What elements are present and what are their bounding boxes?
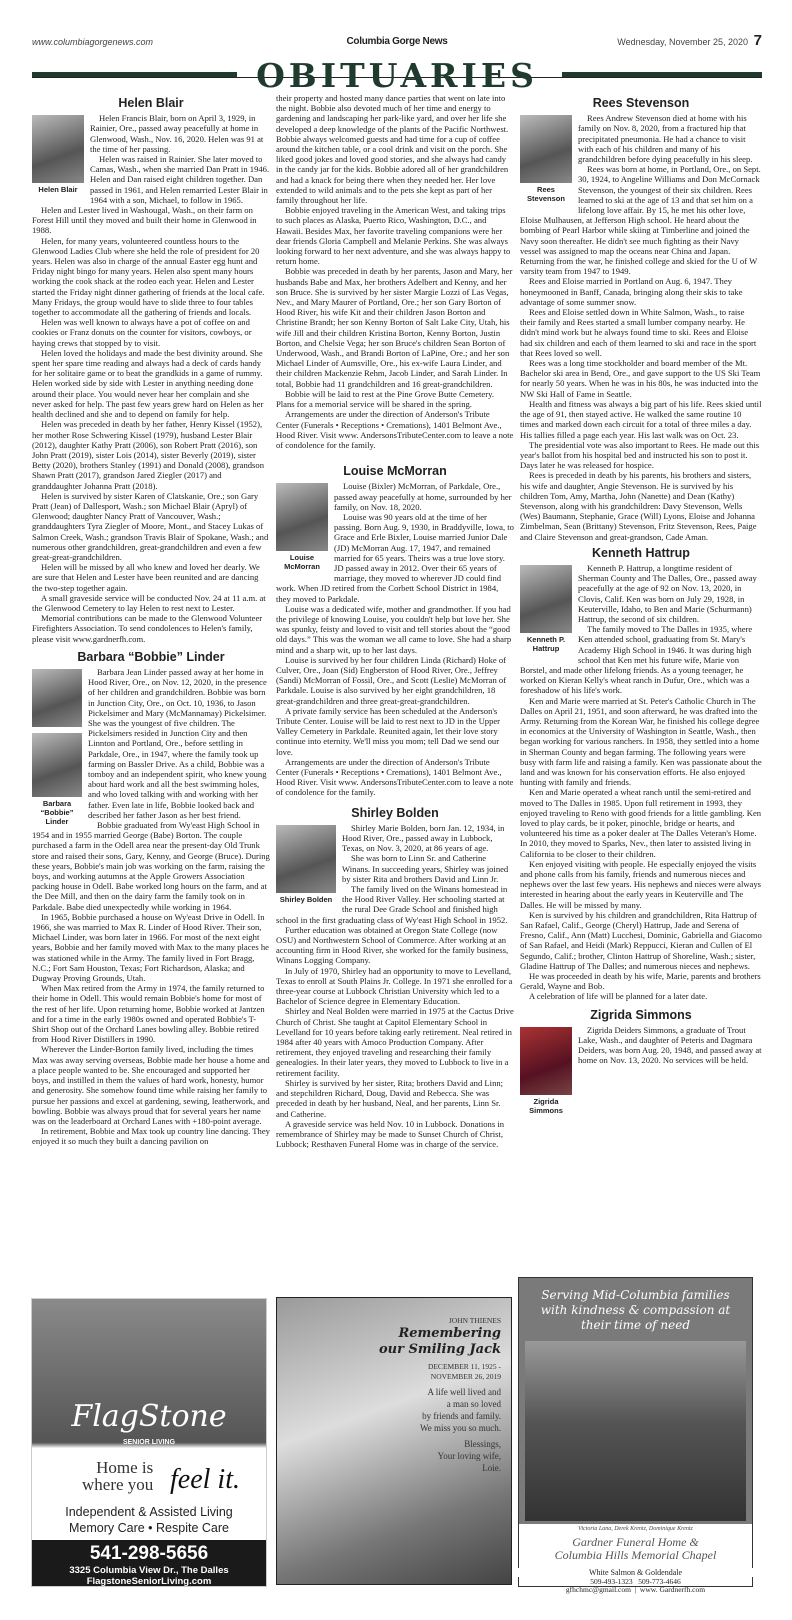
obituary-paragraph: Rees Andrew Stevenson died at home with his family on Nov. 8, 2020, from a fractured hip that precipitated pneumonia. He had a chance to visit with each of his children and many of his grandchildren before dying peacefully in his sleep. bbox=[578, 113, 753, 165]
obituary-paragraph: Helen Francis Blair, born on April 3, 1929, in Rainier, Ore., passed away peacefully at home in Glenwood, Wash., Nov. 16, 2020. Helen was 91 at the time of her passing. bbox=[90, 113, 264, 154]
photo bbox=[520, 115, 572, 203]
memorial-title: Remembering bbox=[398, 1326, 501, 1341]
memorial-line: A life well lived and bbox=[427, 1387, 501, 1397]
phone-numbers[interactable]: 509-493-1323 509-773-4646 bbox=[590, 1577, 681, 1586]
gardner-contact bbox=[518, 1568, 753, 1577]
obituary-paragraph: Arrangements are under the direction of Anderson's Tribute Center (Funerals • Receptions • Cremations), 1401 Belmont Ave., Hood River. Visit www. AndersonsTributeCenter.com to leave a note of condolence for the family. bbox=[276, 409, 514, 450]
obituary-paragraph: Memorial contributions can be made to the Glenwood Volunteer Firefighters Association. To send condolences to Helen's family, please visit www.gardnerfh.com. bbox=[32, 613, 263, 644]
photo bbox=[276, 483, 328, 571]
memorial-line: a man so loved bbox=[446, 1399, 501, 1409]
memorial-line: Loie. bbox=[482, 1463, 501, 1473]
photo bbox=[520, 1027, 572, 1115]
obituary-paragraph: Barbara Jean Linder passed away at her home in Hood River, Ore., on Nov. 12, 2020, in the presence of her children and grandchildren. Bobbie was born in Junction City, Ore., on Oct. 10, 1936, to Jason Pickelsimer and Mary (McMannamay) Pickelsimer. She was the youngest of five children. The Pickelsimers resided in Junction City and then Linnton and Portland, Ore., before settling in Parkdale, Ore., in 1947, where the family took up farming on Bassler Drive. As a child, Bobbie was a tomboy and an independent spirit, who knew young about hard work and all the best swimming holes, and who loved talking with and working with her father. Even late in life, Bobbie looked back and described her father Jason as her best friend. bbox=[88, 666, 267, 820]
memorial-ad bbox=[276, 1297, 512, 1585]
obituary-name: Barbara “Bobbie” Linder bbox=[77, 649, 225, 664]
staff-photo bbox=[525, 1341, 746, 1521]
memorial-line: Blessings, bbox=[464, 1439, 501, 1449]
obituary-paragraph: Rees was a long time stockholder and board member of the Mt. Bachelor ski area in Bend, Ore., and gave support to the US Ski Team for nearly 50 years. When he was in his 80s, he was inducted into the NW Ski Hall of Fame in Seattle. bbox=[520, 358, 761, 399]
portrait-image bbox=[32, 733, 82, 797]
obituary-paragraph: The family lived on the Winans homestead in the Hood River Valley. Her schooling started at the rural Dee Grade School and finished high school in the first graduating class of Wy'east High School in 1952. bbox=[276, 884, 508, 925]
obituary-paragraph: When Max retired from the Army in 1974, the family returned to their home in Odell. This would remain Bobbie's home for most of the rest of her life. Upon returning home, Bobbie worked at Jantzen and for a time in the early 1980s owned and operated Bobbie's T-Shirt Shop out of the Orchard Lanes bowling alley. Bobbie retired from Hood River Distillers in 1990. bbox=[32, 983, 265, 1045]
ad-footer bbox=[519, 1526, 752, 1562]
portrait-image bbox=[32, 115, 84, 183]
email-website-link[interactable]: gfhchmc@gmail.com | www. Gardnerfh.com bbox=[565, 1585, 706, 1594]
obituary-helen-blair bbox=[32, 98, 270, 644]
obituary-louise-mcmorran bbox=[276, 466, 514, 798]
obituary-paragraph: Health and fitness was always a big part of his life. Rees skied until the age of 91, then stayed active. He walked the same routine 10 times and marked down each circuit for a total of three miles a day. His tallies filled a page each year. His last walk was on Oct. 23. bbox=[520, 398, 762, 440]
obituary-paragraph: Helen and Lester lived in Washougal, Wash., on their farm on Forest Hill until they moved and built their home in Glenwood in 1988. bbox=[32, 205, 257, 236]
obituary-paragraph: Shirley is survived by her sister, Rita; brothers David and Linn; and stepchildren Richard, Doug, David and Rebecca. She was preceded in death by her husband, Neal, and her parents, Linn Sr. and Catherine. bbox=[276, 1077, 504, 1119]
obituary-shirley-bolden bbox=[276, 805, 514, 1150]
portrait-image bbox=[520, 1027, 572, 1095]
photo-caption: Rees Stevenson bbox=[527, 185, 565, 204]
obituary-paragraph: Rees is preceded in death by his parents, his brothers and sisters, his wife and daughter, Angie Stevenson. He is survived by his children Tom, Amy, Martha, John (Nanette) and Dean (Kathy) Stevenson, along with his grandchildren: Davy Stevenson, Wells (Wes) Baumann, Stephanie, Grace (Will) Lyons, Eloise and Johanna Zimbelman, Sean (Brittany) Stevenson, Fritz Stevenson, Rees, Paige and Claire Stevenson and great-grandson, Cade Aman. bbox=[520, 470, 757, 542]
obituary-paragraph: Bobbie enjoyed traveling in the American West, and taking trips to such places as Alaska, Puerto Rico, Washington, D.C., and Hawaii. Besides Max, her favorite traveling companions were her dear friends Gloria Campbell and Melanie Perkins. She was always looking forward to her next adventure, and she was always happy to return home. bbox=[276, 205, 511, 267]
photo bbox=[32, 115, 84, 194]
obituary-paragraph: Zigrida Deiders Simmons, a graduate of Trout Lake, Wash., and daughter of Peteris and Dagmara Deiders, was born Aug. 20, 1948, and passed away at home on Nov. 13, 2020. No services will be held. bbox=[578, 1024, 762, 1066]
obituary-paragraph: In retirement, Bobbie and Max took up country line dancing. They enjoyed it so much they built a dancing pavilion on bbox=[32, 1126, 270, 1147]
obituary-kenneth-hattrup bbox=[520, 545, 762, 1002]
obituary-paragraph: In 1965, Bobbie purchased a house on Wy'east Drive in Odell. In 1966, she was married to Max R. Linder of Hood River. Their son, Michael Linder, was born later in 1966. For most of the next eight years, Bobbie and her family moved with Max to the many places he was stationed while in the Army. The family lived in Fort Bragg, N.C.; Fort Sam Houston, Texas; Fort Richardson, Alaska; and Dugway Proving Grounds, Utah. bbox=[32, 911, 269, 984]
page-number: 7 bbox=[753, 32, 762, 49]
locations: White Salmon & Goldendale bbox=[588, 1568, 683, 1577]
section-title: OBITUARIES bbox=[256, 56, 538, 95]
flagstone-ad[interactable] bbox=[31, 1298, 267, 1587]
logo-subtitle: SENIOR LIVING bbox=[122, 1439, 176, 1446]
obituary-paragraph: In July of 1970, Shirley had an opportunity to move to Levelland, Texas to enroll at South Plains Jr. College. In 1971 she enrolled for a three-year course at Lubbock Christian University which led to a Bachelor of Science degree in Elementary Education. bbox=[276, 965, 513, 1007]
tagline-line: where you bbox=[82, 1475, 154, 1494]
obituary-paragraph: Bobbie was preceded in death by her parents, Jason and Mary, her husbands Babe and Max, her brothers Adelbert and Kenny, and her son Bruce. She is survived by her sister Margie Lozzi of Las Vegas, Nev., and Mary Maurer of Portland, Ore.; her son Gary Borton of Hood River, his wife Kit and their children Jason Borton and Christine Brandt; her son Kenny Borton of Salt Lake City, Utah, his wife Jill and their children Kristina Borton, Kenny Borton, Justin Borton, and Chelsie Vega; her son Bruce's children Sean Borton of Underwood, Wash., and Brandi Borton of LaPine, Ore.; and her son Michael Linder of Aumsville, Ore., his ex-wife Laura Linder, and their children Mackenzie Rehm, Jacob Linder, and Sarah Linder. In total, Bobbie had 11 grandchildren and 16 great-grandchildren. bbox=[276, 266, 513, 389]
obituary-paragraph: Further education was obtained at Oregon State College (now OSU) and Northwestern School of Commerce. After working at an accounting firm in Hood River, she worked for the family business, Winans Logging Company. bbox=[276, 924, 509, 966]
obituary-zigrida-simmons bbox=[520, 1007, 762, 1115]
photo-caption: Louise McMorran bbox=[284, 553, 320, 572]
memorial-line: Your loving wife, bbox=[437, 1451, 501, 1461]
obituary-paragraph: Louise is survived by her four children Linda (Richard) Hoke of Culver, Ore., Joan (Sid) Engberston of Hood River, Ore., Jeffrey (Sandi) McMorran of Fossil, Ore., and Scott (Leslie) McMorran of Parkdale. Louise is also survived by her eight grandchildren, 18 great-grandchildren and three great-great-grandchildren. bbox=[276, 654, 507, 706]
obituary-paragraph: Kenneth P. Hattrup, a longtime resident of Sherman County and The Dalles, Ore., passed away peacefully at the age of 92 on Nov. 13, 2020, in Clovis, Calif. Ken was born on July 29, 1928, in Keuterville, Idaho, to Ben and Marie (Schurmann) Hattrup, the second of six children. bbox=[578, 562, 757, 624]
obituary-paragraph: Ken and Marie were married at St. Peter's Catholic Church in The Dalles on April 21, 1951, and soon afterward, he was drafted into the Army. Returning from the Korean War, he finished his college degree in economics at the University of Washington in Seattle, Wash., then began working for various ranchers. In 1958, they settled into a home in Sherman County and began farming. The following years were busy with farm life and raising a family. Ken was passionate about the land and was known for his conservation efforts. He also enjoyed hunting with family and friends. bbox=[520, 695, 762, 788]
services-line: Independent & Assisted Living bbox=[65, 1505, 233, 1519]
obituary-rees-stevenson bbox=[520, 98, 762, 542]
obituary-name: Zigrida Simmons bbox=[590, 1007, 692, 1022]
photo-caption: Zigrida Simmons bbox=[529, 1096, 563, 1115]
business-name: Gardner Funeral Home & bbox=[572, 1535, 699, 1549]
tagline-accent: feel it. bbox=[170, 1464, 240, 1495]
obituary-name: Shirley Bolden bbox=[351, 805, 439, 820]
photo-caption: Victoria Lana, Derek Krentz, Dominique Krentz bbox=[578, 1526, 693, 1532]
memorial-dates: NOVEMBER 26, 2019 bbox=[430, 1372, 501, 1381]
obituary-paragraph: Louise (Bixler) McMorran, of Parkdale, Ore., passed away peacefully at home, surrounded by her family, on Nov. 18, 2020. bbox=[334, 481, 512, 512]
obituary-paragraph: Helen will be missed by all who knew and loved her dearly. We are sure that Helen and Lester have been reunited and are dancing the two-step together again. bbox=[32, 562, 260, 593]
obituary-name: Rees Stevenson bbox=[592, 96, 690, 110]
obituary-paragraph: Arrangements are under the direction of Anderson's Tribute Center (Funerals • Receptions • Cremations), 1401 Belmont Ave., Hood River. Visit www. AndersonsTributeCenter.com to leave a note of condolence for the family. bbox=[276, 756, 514, 798]
obituary-paragraph: A private family service has been scheduled at the Anderson's Tribute Center. Louise will be laid to rest next to JD in the Upper Valley Cemetery in Parkdale. Reunited again, let their love story continue into eternity. We'll miss you mom; tell Dad we send our love. bbox=[276, 705, 501, 757]
obituary-paragraph: Bobbie graduated from Wy'east High School in 1954 and in 1955 married George (Babe) Borton. The couple purchased a farm in the Odell area near the present-day Old Trunk store and raised their sons, Gary, Kenny, and George (Bruce). During these years, Bobbie's main job was working on the farm, raising the boys, and working autumns at the Apple Growers Association packing house in Odell. Babe worked long hours on the farm, and at the Dee Mill, and then on the dairy farm the family took on in Parkdale. Babe died unexpectedly while working in 1964. bbox=[32, 820, 270, 912]
obituary-paragraph: She was born to Linn Sr. and Catherine Winans. In succeeding years, Shirley was joined by sister Rita and brothers David and Linn Jr. bbox=[342, 853, 509, 884]
flagstone-logo: FlagStone bbox=[71, 1399, 227, 1434]
photo-caption: Kenneth P. Hattrup bbox=[526, 634, 566, 653]
photo-caption: Shirley Bolden bbox=[279, 894, 333, 904]
obituary-paragraph: their property and hosted many dance parties that went on late into the night. Bobbie also devoted much of her time and energy to gardening and landscaping her park-like yard, and over her life she developed a deep knowledge of the plants of the Pacific Northwest. Bobbie always welcomed guests and had time for a cup of coffee around the kitchen table, or a cool drink and visit on the porch. She liked good jokes and loved good stories, and she always had candy in the candy jar for the kids. Bobbie adored all of her grandchildren and had a knack for being there when they needed her. Her love extended to wild animals and to the pets she kept as part of her family throughout her life. bbox=[276, 93, 509, 206]
memorial-title: our Smiling Jack bbox=[378, 1342, 501, 1357]
column-1 bbox=[32, 92, 270, 1147]
obituary-paragraph: Rees was born at home, in Portland, Ore., on Sept. 30, 1924, to Angeline Williams and Don McCornack Stevenson, the youngest of their six children. Rees learned to ski at the age of 13 and that set him on a lifelong love affair. By 15, he met his other love, Eloise Mulhausen, at Jefferson High school. He heard about the bombing of Pearl Harbor while skiing at Timberline and joined the Navy soon thereafter. He didn't see much fighting as their Navy vessel was assigned to map the oceans near China and Japan. Returning from the war, he finished college and skied for the U of W varsity team from 1947 to 1949. bbox=[520, 164, 761, 277]
obituary-paragraph: Helen was preceded in death by her father, Henry Kissel (1952), her mother Rose Schwering Kissel (1979), husband Lester Blair (2012), daughter Kathy Pratt (2006), son Robert Pratt (2016), son John Pratt (2019), sister Lois (2014), sister Beverly (2019), sister Betty (2020), brothers Stanley (1991) and Donald (2008), grandson Shawn Pratt (2017), grandson Jared Ziegler (2017) and granddaughter Johanna Pratt (2018). bbox=[32, 419, 264, 491]
obituary-paragraph: Helen, for many years, volunteered countless hours to the Glenwood Ladies Club where she held the role of president for 20 years. Helen was also in charge of the annual Easter egg hunt and Friday night bingo for many years. Helen also spent many hours working the cook shack at the rodeo each year. Helen and Lester started the Friday night dinner gathering of friends at the local cafe. Many Fridays, the group would have to slide three to four tables together to accommodate all the gathering of friends and locals. bbox=[32, 235, 265, 318]
obituary-paragraph: Bobbie will be laid to rest at the Pine Grove Butte Cemetery. Plans for a memorial service will be shared in the spring. bbox=[276, 388, 494, 410]
obituary-barbara-linder bbox=[32, 649, 270, 1147]
memorial-line: We miss you so much. bbox=[419, 1423, 501, 1433]
obituary-name: Kenneth Hattrup bbox=[592, 545, 690, 560]
obituary-paragraph: Helen was well known to always have a pot of coffee on and cookies or Franz donuts on the counter for visitors, cowboys, or haying crews that stopped by to visit. bbox=[32, 317, 252, 348]
phone-link[interactable]: 541-298-5656 bbox=[89, 1543, 209, 1564]
services-line: Memory Care • Respite Care bbox=[69, 1521, 229, 1535]
obituary-paragraph: Shirley Marie Bolden, born Jan. 12, 1934, in Hood River, Ore., passed away in Lubbock, Texas, on Nov. 3, 2020, at 86 years of age. bbox=[342, 822, 505, 854]
obituary-paragraph: Shirley and Neal Bolden were married in 1975 at the Cactus Drive Church of Christ. She taught at Capitol Elementary School in Levelland for 10 years before taking early retirement. Neal retired in 1984 after 40 years with Amoco Production Company. After retirement, they enjoyed traveling and researching their family genealogies. In their later years, they moved to Lubbock to live in a retirement facility. bbox=[276, 1006, 514, 1078]
obituary-paragraph: Wherever the Linder-Borton family lived, including the times Max was away serving overseas, Bobbie made her house a home and a place people wanted to be. She encouraged and supported her boys, and instilled in them the values of hard work, honesty, humor and generosity. She somehow found time while raising her family to pursue her passions and excel at gardening, sewing, leatherwork, and bowling. Bobbie was always proud that for several years her name was on the leaderboard at Orchard Lanes with +180-point average. bbox=[32, 1044, 270, 1126]
memorial-line: by friends and family. bbox=[422, 1411, 501, 1421]
issue-date: Wednesday, November 25, 2020 bbox=[617, 37, 748, 47]
photo-caption: Helen Blair bbox=[38, 185, 78, 195]
photo-caption: Barbara “Bobbie” Linder bbox=[40, 798, 74, 826]
photo bbox=[276, 825, 336, 904]
portrait-image bbox=[276, 825, 336, 893]
paper-name: Columbia Gorge News bbox=[346, 36, 448, 47]
contact-strip bbox=[32, 1540, 266, 1587]
obituary-paragraph: Louise was 90 years old at the time of her passing. Born Aug. 9, 1930, in Braddyville, Iowa, to Grace and Erle Bixler, Louise married Junior Dale (JD) McMorran Aug. 17, 1947, and remained married for 65 years. Theirs was a true love story. JD passed away in 2012. Over their 65 years of marriage, they moved to wherever JD could find work. When JD retired from the Corbett School District in 1984, they moved to Parkdale. bbox=[276, 511, 514, 604]
tagline-line: Home is bbox=[96, 1458, 154, 1477]
website: www.columbiagorgenews.com bbox=[32, 37, 154, 47]
memorial-name: JOHN THIENES bbox=[448, 1316, 501, 1325]
obituary-paragraph: Helen loved the holidays and made the best divinity around. She spent her spare time reading and always had a deck of cards handy for her solitaire game or to beat the grandkids in a game of rummy. Helen worked side by side with Lester in anything needing done around their place. You would never hear her complain and she never asked for help. The past few years grew hard on Helen as her health declined and she and to depend on family for help. bbox=[32, 347, 264, 420]
portrait-image bbox=[276, 483, 328, 551]
address: 3325 Columbia View Dr., The Dalles bbox=[69, 1565, 229, 1576]
obituary-paragraph: Ken is survived by his children and grandchildren, Rita Hattrup of San Rafael, Calif., George (Cheryl) Hattrup, Jade and Serena of Fresno, Calif., Ann (Matt) Lucchesi, Dominic, Gabriella and Giacomo of San Rafael, and Heidi (Mark) Reppucci, Kieran and Cullen of El Segundo, Calif.; brother, Clinton Hattrup of Shoreline, Wash.; sister, Gladine Hattrup of The Dalles; and numerous nieces and nephews. bbox=[520, 909, 762, 971]
gardner-funeral-home-ad[interactable] bbox=[518, 1277, 753, 1587]
obituary-name: Helen Blair bbox=[118, 96, 184, 110]
obituary-paragraph: Rees and Eloise married in Portland on Aug. 6, 1947. They honeymooned in Banff, Canada, bringing along their skis to take advantage of some summer snow. bbox=[520, 276, 743, 307]
obituary-paragraph: A celebration of life will be planned for a later date. bbox=[529, 991, 708, 1002]
obituary-paragraph: Ken enjoyed visiting with people. He especially enjoyed the visits and phone calls from his family, friends and numerous nieces and nephews over the last few years. His nephews and nieces were always interested in hearing about the early years in Keuterville and The Dalles. He will be missed by many. bbox=[520, 858, 762, 910]
obituary-paragraph: The family moved to The Dalles in 1935, where Ken attended school, graduating from St. Mary's Academy High School in 1946. It was during high school that Ken met his future wife, Marie von Borstel, and made other lifelong friends. As a young teenager, he worked on Kieran Kelly's wheat ranch in Dufur, Ore., which was a foreshadow of his life's work. bbox=[520, 624, 753, 696]
obituary-paragraph: He was proceeded in death by his wife, Marie, parents and brothers Gerald, Wayne and Bob. bbox=[520, 971, 761, 992]
gardner-phones bbox=[518, 1578, 753, 1594]
column-2 bbox=[276, 93, 514, 1149]
photo bbox=[32, 669, 82, 826]
tagline bbox=[82, 1459, 153, 1493]
ad-headline: Serving Mid-Columbia families with kindness & compassion at their time of need bbox=[540, 1288, 731, 1332]
obituary-name: Louise McMorran bbox=[343, 464, 447, 479]
obituary-paragraph: Ken and Marie operated a wheat ranch until the semi-retired and moved to The Dalles in 1985. Upon full retirement in 1993, they enjoyed traveling to Reno with good friends for a little gambling. Ken loved to play cards, be it poker, pinochle, bridge or hearts, and volunteered his time as a poker dealer at The Dalles Veteran's Home. In 2010, they moved to Sparks, Nev., then later to assisted living in California to be closer to their children. bbox=[520, 787, 762, 859]
obituary-paragraph: A graveside service was held Nov. 10 in Lubbock. Donations in remembrance of Shirley may be made to Sunset Church of Christ, Lubbock; Resthaven Funeral Home was in charge of the service. bbox=[276, 1118, 505, 1150]
column-3 bbox=[520, 92, 762, 1117]
obituary-paragraph: Helen was raised in Rainier. She later moved to Camas, Wash., when she married Dan Pratt in 1946. Helen and Dan raised eight children together. Dan passed in 1961, and Helen remarried Lester Blair in 1964 with a son, Michael, to follow in 1965. bbox=[90, 154, 270, 205]
services bbox=[32, 1504, 266, 1536]
obituary-paragraph: Louise was a dedicated wife, mother and grandmother. If you had the privilege of knowing Louise, you couldn't help but love her. She was spunky, feisty and loved to visit and tell stories about the “good old days.” This was the woman we all came to love. She had a sharp mind and a sharp wit, up to her last days. bbox=[276, 603, 512, 655]
photo bbox=[520, 565, 572, 653]
portrait-image bbox=[32, 669, 82, 727]
obituary-paragraph: Rees and Eloise settled down in White Salmon, Wash., to raise their family and Rees started a small lumber company nearby. He didn't mind work but he always found time to ski. Rees and Eloise had six children and each of them learned to ski and race in the sport that Rees loved so well. bbox=[520, 307, 757, 358]
portrait-image bbox=[520, 115, 572, 183]
memorial-text bbox=[379, 1316, 501, 1474]
obituary-paragraph: A small graveside service will be conducted Nov. 24 at 11 a.m. at the Glenwood Cemetery to lay Helen to rest next to Lester. bbox=[32, 592, 266, 613]
memorial-dates: DECEMBER 11, 1925 - bbox=[427, 1362, 501, 1371]
portrait-image bbox=[520, 565, 572, 633]
obituary-paragraph: The presidential vote was also important to Rees. He made out this year's ballot from his hospital bed and instructed his son to post it. Days later he was released for hospice. bbox=[520, 439, 760, 471]
obituary-paragraph: Helen is survived by sister Karen of Clatskanie, Ore.; son Gary Pratt (Jean) of Dallesport, Wash.; son Michael Blair (Apryl) of Glenwood; daughter Nancy Pratt of Vancouver, Wash.; granddaughters Tyra Ziegler of Moore, Mont., and Stacey Lukas of Salmon Creek, Wash.; grandson Travis Blair of Spokane, Wash.; and numerous other grandchildren, great-grandchildren and even a few great-great-grandchildren. bbox=[32, 490, 269, 562]
website-link[interactable]: FlagstoneSeniorLiving.com bbox=[86, 1576, 212, 1587]
business-name: Columbia Hills Memorial Chapel bbox=[554, 1548, 717, 1562]
